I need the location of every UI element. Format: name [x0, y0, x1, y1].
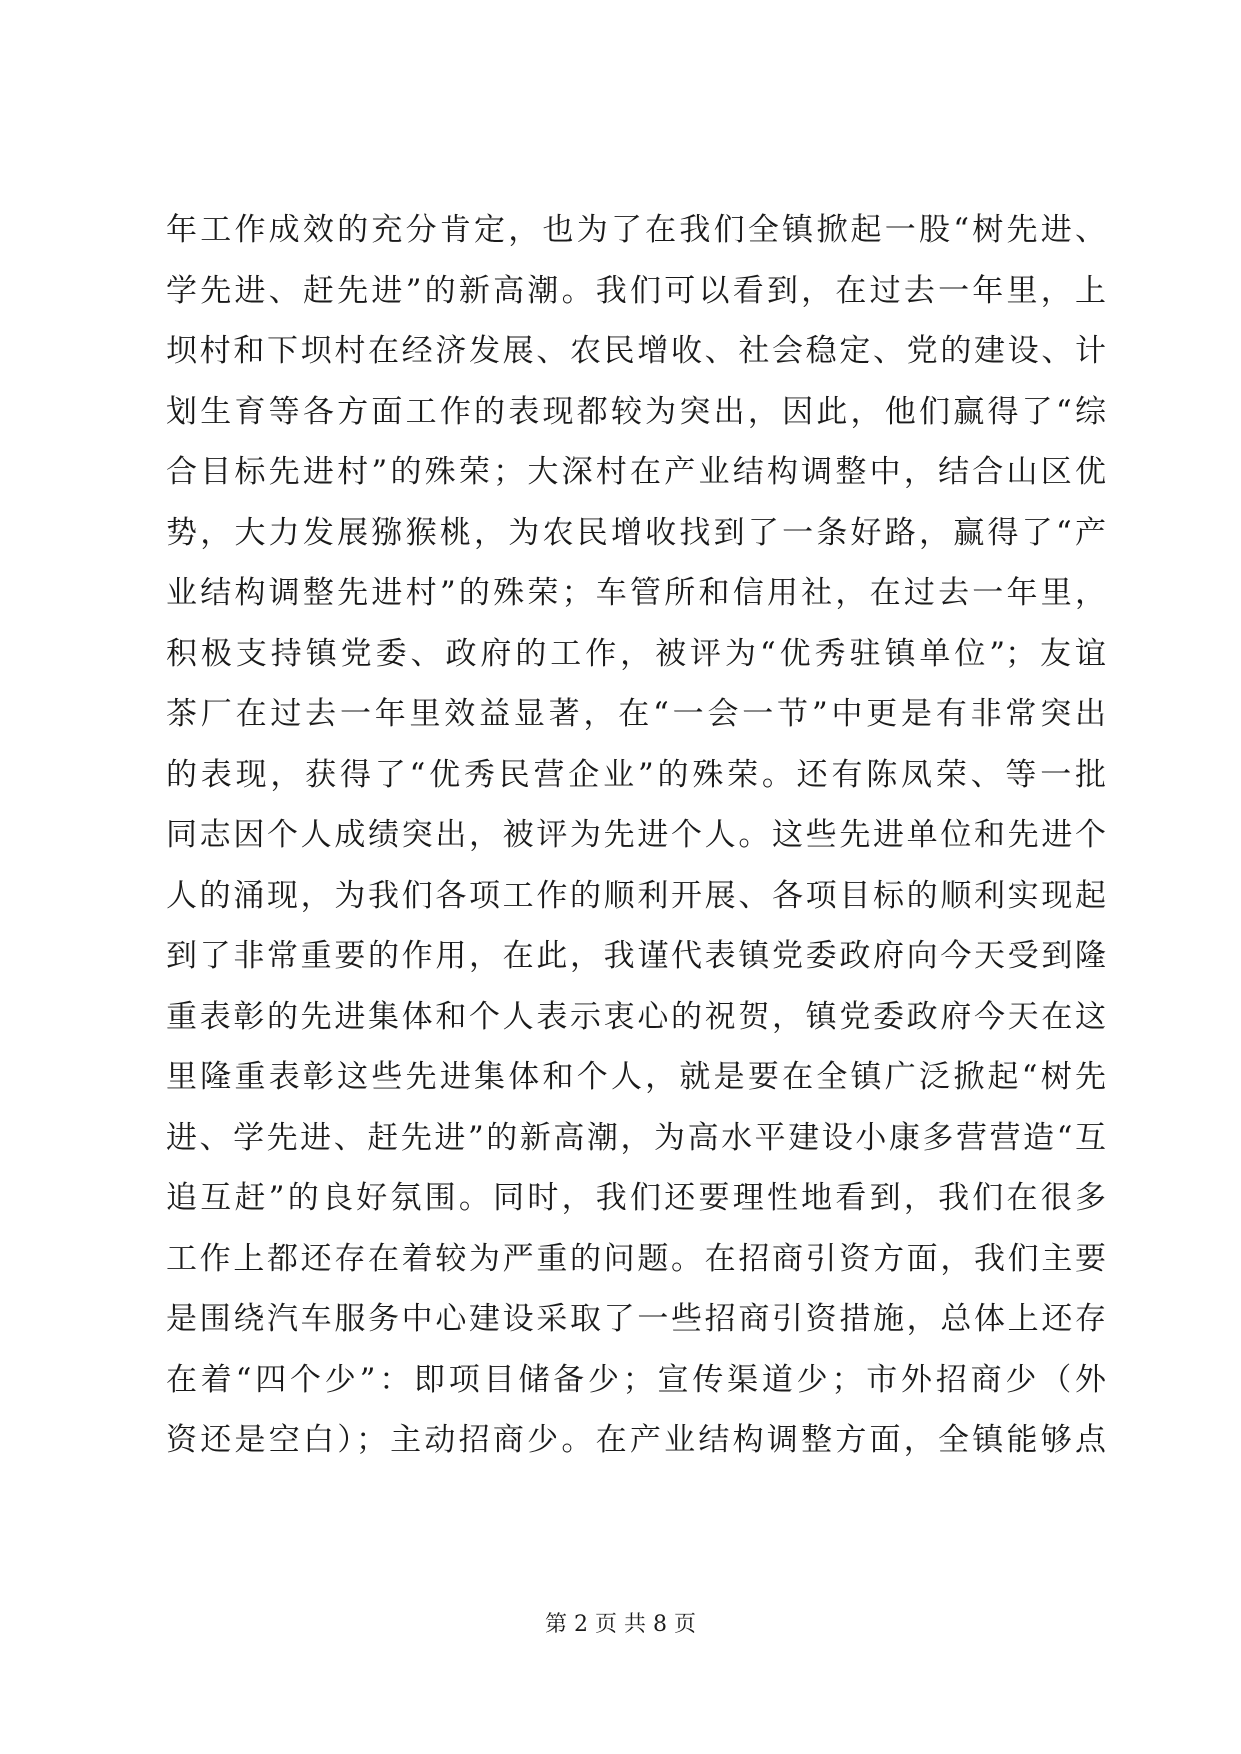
text-line: 里隆重表彰这些先进集体和个人，就是要在全镇广泛掀起“树先 [166, 1059, 1106, 1095]
text-line: 重表彰的先进集体和个人表示衷心的祝贺，镇党委政府今天在这 [166, 998, 1106, 1035]
text-line: 年工作成效的充分肯定，也为了在我们全镇掀起一股“树先进、 [166, 212, 1106, 248]
text-line: 业结构调整先进村”的殊荣；车管所和信用社，在过去一年里， [166, 575, 1106, 611]
text-line: 工作上都还存在着较为严重的问题。在招商引资方面，我们主要 [166, 1240, 1106, 1277]
text-line: 人的涌现，为我们各项工作的顺利开展、各项目标的顺利实现起 [166, 877, 1106, 914]
text-line: 同志因个人成绩突出，被评为先进个人。这些先进单位和先进个 [166, 817, 1106, 853]
text-line: 积极支持镇党委、政府的工作，被评为“优秀驻镇单位”；友谊 [166, 635, 1106, 672]
text-line: 学先进、赶先进”的新高潮。我们可以看到，在过去一年里，上 [166, 272, 1106, 309]
text-line: 的表现，获得了“优秀民营企业”的殊荣。还有陈凤荣、等一批 [166, 756, 1106, 793]
text-line: 进、学先进、赶先进”的新高潮，为高水平建设小康多营营造“互 [166, 1119, 1106, 1156]
text-line: 在着“四个少”：即项目储备少；宣传渠道少；市外招商少（外 [166, 1361, 1106, 1398]
text-line: 合目标先进村”的殊荣；大深村在产业结构调整中，结合山区优 [166, 454, 1106, 490]
text-line: 势，大力发展猕猴桃，为农民增收找到了一条好路，赢得了“产 [166, 514, 1106, 551]
text-line: 划生育等各方面工作的表现都较为突出，因此，他们赢得了“综 [166, 393, 1106, 430]
text-line: 到了非常重要的作用，在此，我谨代表镇党委政府向今天受到隆 [166, 938, 1106, 974]
text-line: 资还是空白）；主动招商少。在产业结构调整方面，全镇能够点 [166, 1422, 1106, 1458]
text-line: 茶厂在过去一年里效益显著，在“一会一节”中更是有非常突出 [166, 696, 1106, 732]
page-number-footer: 第 2 页 共 8 页 [545, 1612, 696, 1637]
text-line: 是围绕汽车服务中心建设采取了一些招商引资措施，总体上还存 [166, 1301, 1106, 1337]
text-line: 坝村和下坝村在经济发展、农民增收、社会稳定、党的建设、计 [166, 333, 1106, 369]
body-text [166, 200, 1106, 1471]
text-line: 追互赶”的良好氛围。同时，我们还要理性地看到，我们在很多 [166, 1180, 1106, 1216]
